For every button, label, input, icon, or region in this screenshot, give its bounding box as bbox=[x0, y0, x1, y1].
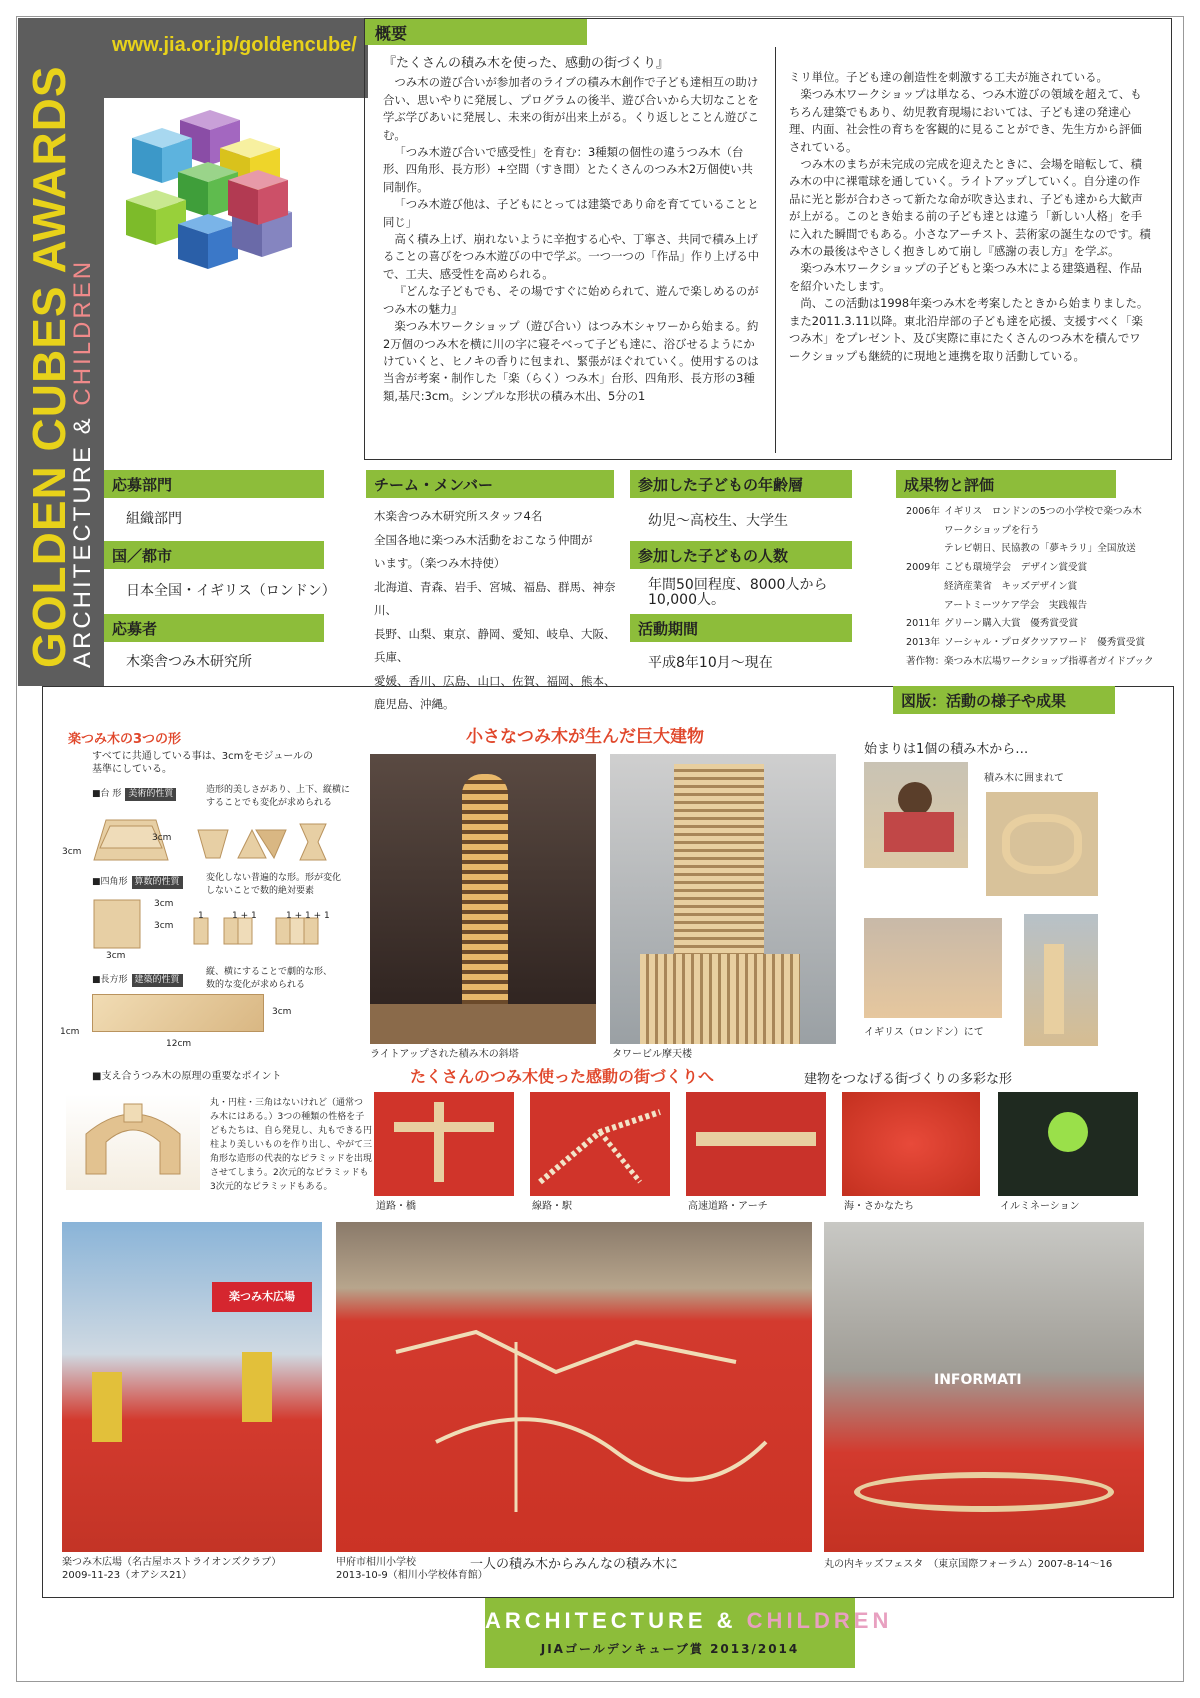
london-photo-1 bbox=[864, 918, 1002, 1018]
age-label: 参加した子どもの年齢層 bbox=[630, 470, 852, 498]
leaning-tower-photo bbox=[370, 754, 596, 1044]
result-row: 2009年 こども環境学会 デザイン賞受賞 bbox=[906, 562, 1088, 574]
cube bbox=[228, 170, 288, 225]
start-title: 始まりは1個の積み木から… bbox=[864, 742, 1029, 757]
caption-marunouchi: 丸の内キッズフェスタ （東京国際フォーラム）2007-8-14～16 bbox=[824, 1559, 1113, 1570]
overview-para: 「つみ木遊び他は、子どもにとっては建築であり命を育てていることと同じ」 bbox=[383, 197, 759, 229]
results-list bbox=[906, 503, 1174, 671]
caption-kofu: 甲府市相川小学校 2013-10-9（相川小学校体育館） bbox=[336, 1557, 488, 1581]
illumination-photo bbox=[998, 1092, 1138, 1196]
caption-london: イギリス（ロンドン）にて bbox=[864, 1027, 984, 1038]
dim-3cm: 3cm bbox=[62, 847, 82, 857]
applicant-label: 応募者 bbox=[104, 614, 324, 642]
footer-banner bbox=[485, 1598, 893, 1668]
result-row: 2013年 ソーシャル・プロダクツアワード 優秀賞受賞 bbox=[906, 636, 1146, 648]
plaza-sign: 楽つみ木広場 bbox=[212, 1282, 312, 1312]
information-sign: INFORMATI bbox=[934, 1372, 1022, 1388]
dim-oneone: 1 + 1 bbox=[232, 911, 257, 921]
overview-para: 楽つみ木ワークショップ（遊び合い）はつみ木シャワーから始まる。約2万個のつみ木を横に川の字に寝そべって子ども達に、浴びせるようにかけていくと、ヒノキの香りに包まれ、緊張がほぐれていく。使用するのは当舎が考案・制作した「楽（らく）つみ木」台形、四角形、長方形の3種類,基尺:3cm。シンプルな形状の積み木出、5分の1 bbox=[383, 319, 759, 403]
shapes-title: 楽つみ木の3つの形 bbox=[68, 732, 182, 747]
cube bbox=[178, 214, 238, 269]
category-value: 組織部門 bbox=[126, 511, 182, 527]
connect-title: 建物をつなげる街づくりの多彩な形 bbox=[804, 1072, 1013, 1087]
overview-divider bbox=[775, 47, 776, 453]
cubes-logo bbox=[120, 110, 306, 290]
team-members bbox=[374, 505, 626, 717]
team-line: 愛媛、香川、広島、山口、佐賀、福岡、熊本、 bbox=[374, 673, 616, 688]
sea-photo bbox=[842, 1092, 980, 1196]
highway-photo bbox=[686, 1092, 826, 1196]
dim-3cm: 3cm bbox=[106, 951, 126, 961]
dim-three: 1 + 1 + 1 bbox=[286, 911, 330, 921]
london-photo-2 bbox=[1024, 914, 1098, 1046]
dim-3cm: 3cm bbox=[152, 833, 172, 843]
awards-title: GOLDEN CUBES AWARDS bbox=[23, 65, 75, 668]
dim-3cm: 3cm bbox=[154, 921, 174, 931]
cube bbox=[126, 190, 186, 245]
caption-small: 道路・橋 bbox=[376, 1201, 416, 1212]
caption-nagoya: 楽つみ木広場（名古屋ホストライオンズクラブ） 2009-11-23（オアシス21） bbox=[62, 1557, 282, 1581]
team-line: 全国各地に楽つみ木活動をおこなう仲間が bbox=[374, 532, 593, 547]
team-line: 鹿児島、沖縄。 bbox=[374, 697, 455, 711]
period-value: 平成8年10月～現在 bbox=[648, 655, 773, 671]
overview-para: 楽つみ木ワークショップの子どもと楽つみ木による建築過程、作品を紹介いたします。 bbox=[789, 261, 1142, 293]
applicant-value: 木楽舎つみ木研究所 bbox=[126, 654, 252, 670]
side-band-text bbox=[23, 28, 96, 668]
team-line: 木楽舎つみ木研究所スタッフ4名 bbox=[374, 509, 543, 523]
footer-subtitle: JIAゴールデンキューブ賞 2013/2014 bbox=[540, 1642, 800, 1656]
awards-subtitle: ARCHITECTURE & CHILDREN bbox=[69, 258, 96, 668]
team-line: います。（楽つみ木持使） bbox=[374, 556, 506, 570]
overview-box bbox=[364, 18, 1172, 460]
city-making-title: たくさんのつみ木使った感動の街づくりへ bbox=[410, 1067, 715, 1086]
team-line: 北海道、青森、岩手、宮城、福島、群馬、神奈川、 bbox=[374, 579, 616, 617]
result-row: 2011年 グリーン購入大賞 優秀賞受賞 bbox=[906, 618, 1079, 630]
overview-para: つみ木のまちが未完成の完成を迎えたときに、会場を暗転して、積み木の中に裸電球を通していく。ライトアップしていく。自分達の作品に光と影が合わさって新たな命が吹き込まれ、子ども達から大歓声が上がる。このとき始まる前の子ども達とは違う「新しい人格」を手に入れた瞬間でもある。小さなアーチスト、芸術家の誕生なのです。積み木の最後はやさしく抱きしめて崩し『感謝の表し方』を学ぶ。 bbox=[789, 157, 1151, 259]
footer-title: ARCHITECTURE & CHILDREN bbox=[485, 1608, 893, 1633]
dim-3cm: 3cm bbox=[154, 899, 174, 909]
trapezoid-blocks bbox=[60, 808, 340, 878]
team-line: 長野、山梨、東京、静岡、愛知、岐阜、大阪、兵庫、 bbox=[374, 626, 616, 664]
period-label: 活動期間 bbox=[630, 614, 852, 642]
square-row: ■四角形 算数的性質 bbox=[92, 876, 187, 889]
age-value: 幼児～高校生、大学生 bbox=[648, 513, 788, 529]
trapezoid-desc: 造形的美しさがあり、上下、縦横に することでも変化が求められる bbox=[206, 785, 351, 808]
nagoya-plaza-photo bbox=[62, 1222, 322, 1552]
roads-photo bbox=[374, 1092, 514, 1196]
category-label: 応募部門 bbox=[104, 470, 324, 498]
rect-row: ■長方形 建築的性質 bbox=[92, 974, 187, 987]
principle-label: ■支え合うつみ木の原理の重要なポイント bbox=[92, 1071, 282, 1082]
result-row: アートミーツケア学会 実践報告 bbox=[944, 599, 1088, 611]
shapes-intro: すべてに共通している事は、3cmをモジュールの 基準にしている。 bbox=[92, 751, 314, 775]
marunouchi-photo bbox=[824, 1222, 1144, 1552]
trapezoid-row: ■台 形 美術的性質 bbox=[92, 788, 180, 801]
caption-small: 高速道路・アーチ bbox=[688, 1201, 768, 1212]
caption-one-to-all: 一人の積み木からみんなの積み木に bbox=[470, 1557, 679, 1572]
country-label: 国／都市 bbox=[104, 541, 324, 569]
child-block-photo bbox=[864, 762, 968, 868]
figures-label: 図版：活動の様子や成果 bbox=[893, 686, 1115, 714]
overview-col-2 bbox=[789, 69, 1151, 365]
overview-label: 概要 bbox=[365, 19, 587, 45]
website-url[interactable]: www.jia.or.jp/goldencube/ bbox=[112, 34, 357, 56]
kofu-gym-photo bbox=[336, 1222, 812, 1552]
header-strip bbox=[104, 18, 368, 98]
arch-blocks-image bbox=[66, 1094, 200, 1190]
dim-1cm: 1cm bbox=[60, 1027, 80, 1037]
overview-col-1 bbox=[383, 55, 763, 405]
overview-title: 『たくさんの積み木を使った、感動の街づくり』 bbox=[383, 56, 670, 71]
result-row: テレビ朝日、民協教の「夢キラリ」全国放送 bbox=[944, 543, 1136, 555]
rect-desc: 縦、横にすることで劇的な形、 数的な変化が求められる bbox=[206, 967, 333, 990]
giant-buildings-title: 小さなつみ木が生んだ巨大建物 bbox=[466, 727, 704, 747]
overview-para: 楽つみ木ワークショップは単なる、つみ木遊びの領域を超えて、もちろん建築でもあり、幼児教育現場においては、子ども達の発達心理、内面、社会性の育ちを客観的に見ることができ、先生方から評価されている。 bbox=[789, 87, 1142, 154]
square-blocks bbox=[90, 896, 350, 954]
caption-tower: ライトアップされた積み木の斜塔 bbox=[370, 1049, 519, 1060]
country-value: 日本全国・イギリス（ロンドン） bbox=[126, 583, 336, 599]
overview-para: 高く積み上げ、崩れないように辛抱する心や、丁寧さ、共同で積み上げることの喜びをつみ木遊びの中で学ぶ。一つ一つの「作品」作り上げる中で、工夫、感受性を高められる。 bbox=[383, 232, 760, 281]
result-row: ワークショップを行う bbox=[944, 524, 1040, 536]
principle-text: 丸・円柱・三角はないけれど（通常つ み木にはある。）3つの種類の性格を子 どもたちは、自ら発見し、丸もできる円 柱より美しいものを作り出し、やがて三 角形な造形の代表的なピラミッドを出現 させてしまう。2次元的なピラミッドも 3次元的なピラミッドもある。 bbox=[210, 1098, 373, 1192]
caption-small: 線路・駅 bbox=[532, 1201, 572, 1212]
overview-para: つみ木の遊び合いが参加者のライブの積み木創作で子ども達相互の助け合い、思いやりに発展し、プログラムの後半、遊び合いから大切なことを学ぶ学びあいに発展し、未来の街が出来上がる。くり返しとことん遊びこむ。 bbox=[383, 75, 759, 142]
caption-skyscraper: タワービル摩天楼 bbox=[612, 1049, 692, 1060]
square-desc: 変化しない普遍的な形。形が変化 しないことで数的絶対要素 bbox=[206, 873, 342, 896]
railway-photo bbox=[530, 1092, 670, 1196]
results-label: 成果物と評価 bbox=[896, 470, 1116, 498]
caption-surround: 積み木に囲まれて bbox=[984, 773, 1064, 784]
dim-12cm: 12cm bbox=[166, 1039, 192, 1049]
rectangle-block bbox=[92, 994, 264, 1032]
result-row: 経済産業省 キッズデザイン賞 bbox=[944, 580, 1078, 592]
overview-para: 尚、この活動は1998年楽つみ木を考案したときから始まりました。また2011.3.11以降。東北沿岸部の子ども達を応援、支援すべく「楽つみ木」をプレゼント、及び実際に車にたくさんのつみ木を積んでワークショップも継続的に現地と連携を取り活動している。 bbox=[789, 296, 1149, 363]
result-row: 著作物： 楽つみ木広場ワークショップ指導者ガイドブック bbox=[906, 655, 1154, 667]
caption-small: イルミネーション bbox=[1000, 1201, 1080, 1212]
surrounded-photo bbox=[986, 792, 1098, 896]
result-row: 2006年 イギリス ロンドンの5つの小学校で楽つみ木 bbox=[906, 506, 1142, 517]
dim-one: 1 bbox=[198, 911, 204, 921]
skyscraper-photo bbox=[610, 754, 836, 1044]
team-label: チーム・メンバー bbox=[366, 470, 614, 498]
caption-small: 海・さかなたち bbox=[844, 1201, 914, 1212]
overview-para: ミリ単位。子ども達の創造性を刺激する工夫が施されている。 bbox=[789, 70, 1108, 84]
count-label: 参加した子どもの人数 bbox=[630, 541, 852, 569]
overview-para: 『どんな子どもでも、その場ですぐに始められて、遊んで楽しめるのがつみ木の魅力』 bbox=[383, 284, 759, 316]
dim-3cm: 3cm bbox=[272, 1007, 292, 1017]
overview-para: 「つみ木遊び合いで感受性」を育む：3種類の個性の違うつみ木（台形、四角形、長方形）+空間（すき間）とたくさんのつみ木2万個使い共同制作。 bbox=[383, 145, 753, 194]
count-value: 年間50回程度、8000人から 10,000人。 bbox=[648, 577, 828, 608]
